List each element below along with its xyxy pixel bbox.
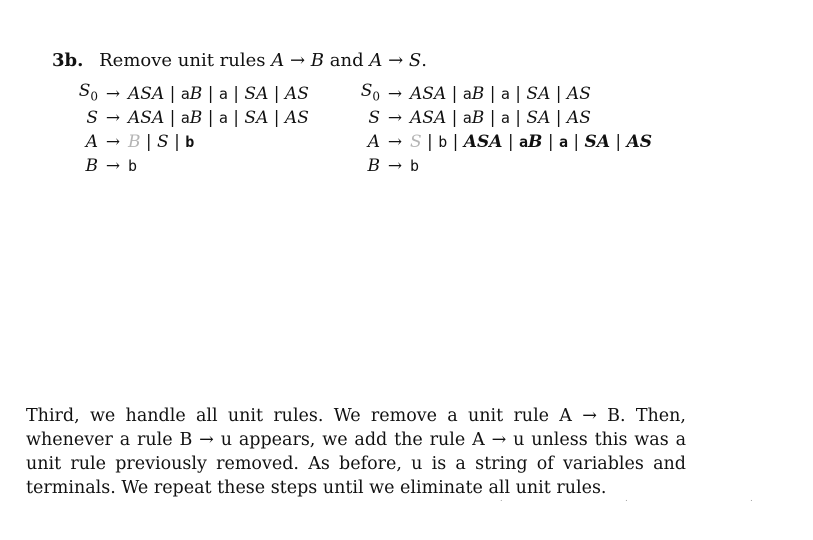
grammar-symbol: | bbox=[202, 84, 219, 104]
grammar-symbol: | bbox=[550, 84, 567, 104]
production-arrow: → bbox=[105, 156, 121, 176]
grammar-symbol: | bbox=[502, 132, 520, 152]
production-rhs bbox=[410, 82, 591, 106]
grammar-symbol: a bbox=[558, 133, 568, 151]
grammar-symbol: ASA bbox=[128, 84, 165, 104]
production-arrow: → bbox=[387, 156, 403, 176]
heading-period: . bbox=[421, 50, 427, 71]
production-lhs: S bbox=[86, 108, 98, 128]
production-row bbox=[76, 130, 309, 154]
grammar-symbol: a bbox=[218, 109, 228, 127]
grammar-symbol: | bbox=[509, 84, 527, 104]
section-heading bbox=[52, 50, 427, 71]
grammar-symbol: | bbox=[447, 132, 464, 152]
grammar-symbol: B bbox=[128, 132, 141, 152]
grammar-symbol: SA bbox=[584, 132, 611, 152]
production-arrow: → bbox=[387, 108, 403, 128]
production-arrow: → bbox=[387, 132, 403, 152]
explanation-paragraph bbox=[26, 404, 686, 500]
heading-text: Remove unit rules bbox=[99, 50, 266, 71]
production-lhs: B bbox=[367, 156, 380, 176]
grammar-symbol: b bbox=[185, 133, 195, 151]
production-rhs bbox=[410, 130, 652, 154]
grammar-symbol: | bbox=[550, 108, 567, 128]
grammar-symbol: | bbox=[484, 108, 501, 128]
grammar-symbol: SA bbox=[526, 108, 551, 128]
production-row bbox=[358, 154, 652, 178]
grammar-symbol: S bbox=[157, 132, 169, 152]
grammar-symbol: AS bbox=[284, 84, 309, 104]
production-rhs bbox=[410, 154, 419, 178]
grammar-symbol: a bbox=[218, 85, 228, 103]
grammar-symbol: ASA bbox=[128, 108, 165, 128]
production-arrow: → bbox=[387, 84, 403, 104]
grammar-symbol: b bbox=[438, 133, 448, 151]
production-arrow: → bbox=[105, 132, 121, 152]
heading-rule-2: A → S bbox=[369, 50, 422, 71]
heading-conjunction: and bbox=[329, 50, 364, 71]
grammar-symbol: | bbox=[164, 84, 181, 104]
grammar-symbol: a bbox=[500, 85, 510, 103]
grammar-symbol: aB bbox=[519, 132, 543, 152]
grammar-symbol: aB bbox=[462, 108, 485, 128]
production-rhs bbox=[128, 106, 309, 130]
grammar-symbol: aB bbox=[180, 108, 203, 128]
grammar-symbol: | bbox=[268, 84, 285, 104]
grammar-symbol: a bbox=[500, 109, 510, 127]
production-lhs: A bbox=[85, 132, 98, 152]
grammar-symbol: | bbox=[268, 108, 285, 128]
production-lhs: A bbox=[367, 132, 380, 152]
grammar-symbol: | bbox=[568, 132, 585, 152]
production-arrow: → bbox=[105, 108, 121, 128]
grammar-symbol: | bbox=[446, 84, 463, 104]
grammar-symbol: AS bbox=[626, 132, 653, 152]
grammar-before bbox=[76, 82, 309, 178]
section-number: 3b. bbox=[52, 50, 84, 71]
grammar-symbol: | bbox=[202, 108, 219, 128]
grammar-symbol: | bbox=[140, 132, 158, 152]
grammar-symbol: AS bbox=[566, 84, 591, 104]
grammar-symbol: | bbox=[542, 132, 559, 152]
production-lhs: $S_0$ bbox=[78, 81, 98, 104]
production-row bbox=[76, 82, 309, 106]
production-row bbox=[76, 154, 309, 178]
heading-rule-1: A → B bbox=[271, 50, 325, 71]
grammar-symbol: AS bbox=[566, 108, 591, 128]
grammar-symbol: aB bbox=[462, 84, 485, 104]
grammar-symbol: | bbox=[164, 108, 181, 128]
grammar-symbol: | bbox=[421, 132, 439, 152]
production-row bbox=[358, 130, 652, 154]
production-row bbox=[358, 82, 652, 106]
grammar-symbol: SA bbox=[244, 108, 269, 128]
grammar-symbol: | bbox=[168, 132, 186, 152]
grammar-symbol: ASA bbox=[410, 84, 447, 104]
grammar-symbol: | bbox=[484, 84, 501, 104]
grammar-symbol: | bbox=[446, 108, 463, 128]
grammar-symbol: ASA bbox=[463, 132, 503, 152]
footer-dots: . . . bbox=[500, 494, 813, 503]
grammar-symbol: | bbox=[227, 84, 245, 104]
grammar-symbol: SA bbox=[526, 84, 551, 104]
grammar-symbol: aB bbox=[180, 84, 203, 104]
grammar-symbol: AS bbox=[284, 108, 309, 128]
explanation-text: Third, we handle all unit rules. We remove a unit rule A → B. Then, whenever a rule B → u appears, we add the rule A → u unless this was a unit rule previously removed. As before, u is a string of variables and terminals. We repeat these steps until we eliminate all unit rules. bbox=[26, 406, 686, 498]
production-rhs bbox=[410, 106, 591, 130]
grammar-symbol: b bbox=[410, 157, 420, 175]
production-row bbox=[358, 106, 652, 130]
grammar-symbol: | bbox=[509, 108, 527, 128]
production-rhs bbox=[128, 82, 309, 106]
grammar-symbol: ASA bbox=[410, 108, 447, 128]
grammar-symbol: SA bbox=[244, 84, 269, 104]
production-arrow: → bbox=[105, 84, 121, 104]
production-row bbox=[76, 106, 309, 130]
production-lhs: $S_0$ bbox=[360, 81, 380, 104]
production-lhs: S bbox=[368, 108, 380, 128]
grammar-after bbox=[358, 82, 652, 178]
grammar-symbol: | bbox=[610, 132, 627, 152]
production-rhs bbox=[128, 154, 137, 178]
grammar-symbol: b bbox=[128, 157, 138, 175]
production-lhs: B bbox=[85, 156, 98, 176]
production-rhs bbox=[128, 130, 194, 154]
grammar-symbol: | bbox=[227, 108, 245, 128]
grammar-symbol: S bbox=[410, 132, 422, 152]
